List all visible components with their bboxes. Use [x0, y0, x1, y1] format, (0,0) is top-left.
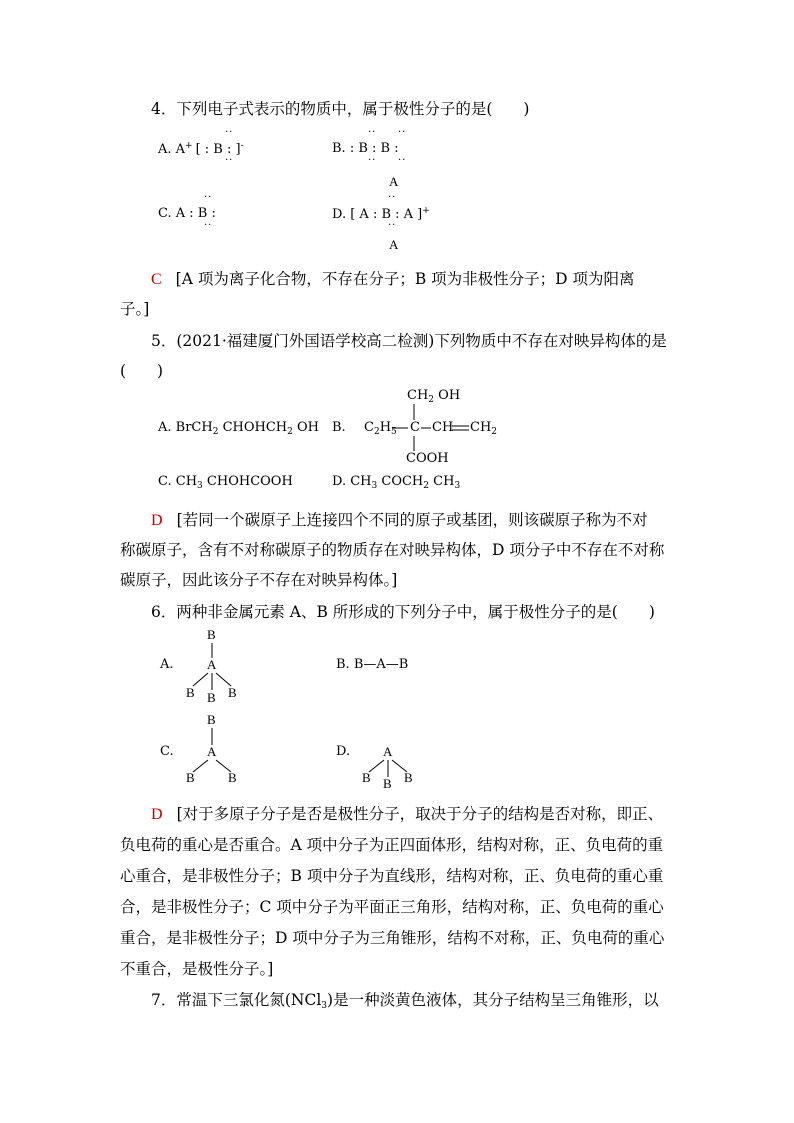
electron-dots: ·· [225, 127, 234, 138]
q5-option-b-carbon: C [410, 420, 420, 435]
q5-option-b-ch2: $CH_2$ [470, 420, 498, 437]
atom-label: B [228, 770, 237, 785]
atom-label: B [404, 770, 413, 785]
q5-explanation-cont: 称碳原子，含有不对称碳原子的物质存在对映异构体，D 项分子中不存在不对称 [120, 541, 665, 559]
bond [193, 673, 208, 686]
electron-dots: ·· [204, 192, 213, 203]
bond [193, 760, 208, 772]
q6-option-a-label: A. [160, 657, 174, 672]
atom-label: B [207, 627, 216, 642]
q5-option-b-label: B. [332, 420, 346, 435]
q6-stem: 6．两种非金属元素 A、B 所形成的下列分子中，属于极性分子的是( ) [151, 603, 655, 621]
q6-explanation-cont: 合，是非极性分子；C 项中分子为平面正三角形，结构对称，正、负电荷的重心 [120, 898, 664, 916]
q6-explanation-cont: 负电荷的重心是否重合。A 项中分子为正四面体形，结构对称，正、负电荷的重 [120, 836, 664, 854]
q6-option-d-label: D. [336, 744, 351, 759]
electron-dots: ·· [388, 192, 397, 203]
atom-label: A [207, 657, 217, 672]
electron-dots: ·· [398, 127, 407, 138]
q4-stem: 4．下列电子式表示的物质中，属于极性分子的是( ) [151, 100, 530, 118]
q5-explanation: D [若同一个碳原子上连接四个不同的原子或基团，则该碳原子称为不对 [151, 511, 648, 529]
q6-option-b: B. B—A—B [336, 657, 409, 672]
atom-label: B [186, 770, 195, 785]
atom-label: B [362, 770, 371, 785]
q6-explanation-cont: 心重合，是非极性分子；B 项中分子为直线形，结构对称，正、负电荷的重心重 [120, 867, 664, 885]
electron-dots: ·· [204, 220, 213, 231]
q6-explanation: D [对于多原子分子是否是极性分子，取决于分子的结构是否对称，即正、 [151, 805, 664, 823]
q6-option-c-label: C. [160, 744, 174, 759]
electron-dots: ·· [398, 155, 407, 166]
q5-stem: 5．(2021·福建厦门外国语学校高二检测)下列物质中不存在对映异构体的是 [151, 332, 667, 350]
q5-option-b-ch: CH [432, 420, 454, 435]
q5-option-d: D. $CH_3$ $COCH_2$ $CH_3$ [332, 474, 461, 491]
q5-option-b-bottom: COOH [406, 451, 449, 466]
q6-explanation-cont: 不重合，是极性分子。] [120, 960, 274, 978]
q4-explanation: C [A 项为离子化合物，不存在分子；B 项为非极性分子；D 项为阳离 [151, 270, 635, 288]
atom-label: B [207, 712, 216, 727]
answer-letter: C [151, 271, 162, 288]
q4-option-a: A. A+ [ : B : ]- [158, 141, 244, 157]
electron-dots: ·· [368, 155, 377, 166]
electron-dots: ·· [368, 127, 377, 138]
q4-explanation-cont: 子。] [120, 300, 150, 318]
q4-option-b: B. : B : B : [332, 141, 399, 156]
q5-stem-cont: ( ) [120, 362, 164, 380]
atom-label: B [383, 776, 392, 791]
atom-label: A [207, 744, 217, 759]
q5-explanation-cont: 碳原子，因此该分子不存在对映异构体。] [120, 571, 398, 589]
atom-label: A [383, 744, 393, 759]
bond [369, 760, 384, 772]
q7-stem: 7．常温下三氯化氮(NCl$_3$)是一种淡黄色液体，其分子结构呈三角锥形，以 [151, 991, 659, 1011]
atom-label: B [207, 690, 216, 705]
q5-option-c: C. $CH_3$ CHOHCOOH [158, 474, 293, 491]
electron-dots: ·· [388, 220, 397, 231]
q5-option-a: A. BrCH$_2$ $CHOHCH_2$ OH [158, 420, 320, 437]
q6-explanation-cont: 重合，是非极性分子；D 项中分子为三角锥形，结构不对称，正、负电荷的重心 [120, 929, 665, 947]
atom-label: A [389, 174, 399, 189]
atom-label: B [228, 685, 237, 700]
atom-label: B [186, 685, 195, 700]
answer-letter: D [151, 806, 163, 823]
q4-option-d: D. [ A : B : A ]+ [332, 206, 430, 222]
electron-dots: ·· [225, 155, 234, 166]
q4-option-c: C. A : B : [158, 206, 216, 221]
q5-option-b-top: $CH_2$ OH [407, 388, 461, 405]
atom-label: A [389, 237, 399, 252]
q5-option-b-ethyl: $C_2H_5$ [364, 420, 397, 437]
answer-letter: D [151, 512, 163, 529]
